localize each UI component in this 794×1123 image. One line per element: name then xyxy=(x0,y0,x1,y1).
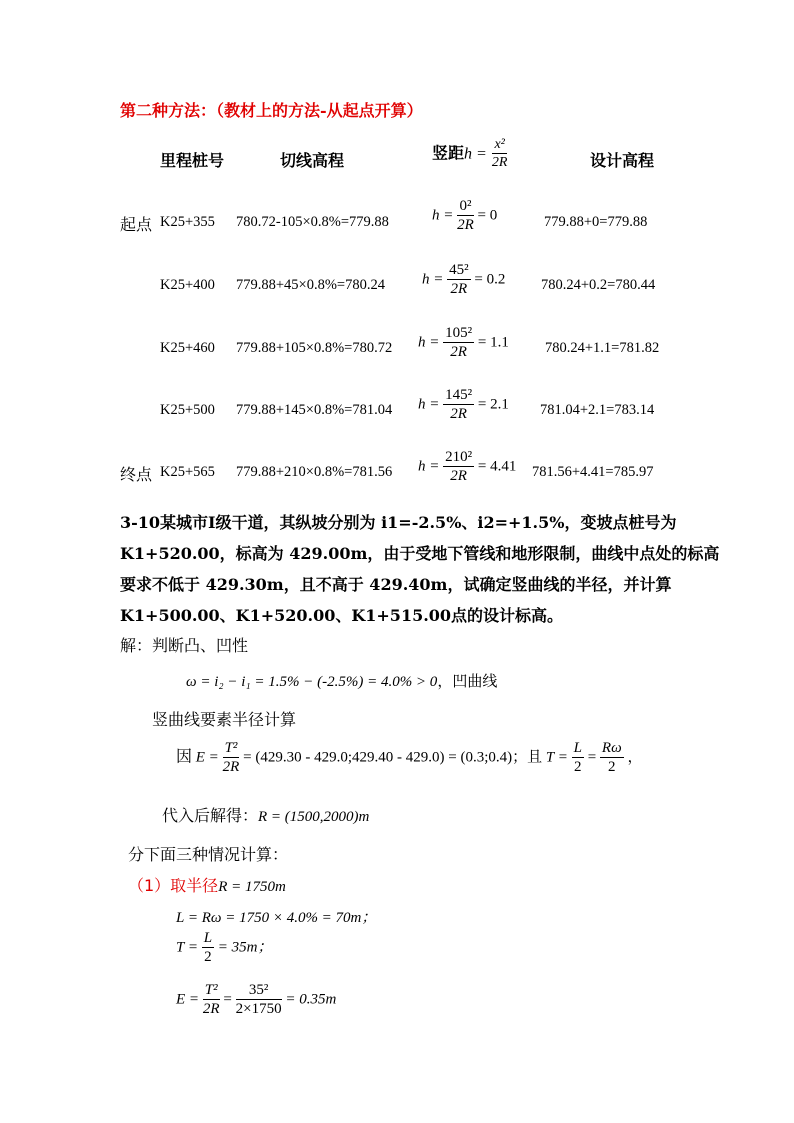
problem-line-2: K1+520.00，标高为 429.00m，由于受地下管线和地形限制，曲线中点处的标高 xyxy=(120,544,720,563)
row-station: K25+355 xyxy=(160,214,215,230)
row-vertical: h = $\frac{\text{105²}}{2R}$ = 1.1 xyxy=(418,325,509,360)
radius-heading: 竖曲线要素半径计算 xyxy=(152,710,297,729)
row-vertical: h = $\frac{\text{0²}}{2R}$ = 0 xyxy=(432,198,498,233)
row-label-start: 起点 xyxy=(120,215,153,234)
cases-heading: 分下面三种情况计算： xyxy=(128,845,289,864)
row-station: K25+565 xyxy=(160,464,215,480)
e2-equation: E = $\frac{\text{T²}}{2R}$ = $\frac{\text{35²}}{2\times 1750}$ = 0.35m xyxy=(176,982,337,1017)
row-tangent: 779.88+210×0.8%=781.56 xyxy=(236,464,393,480)
row-tangent: 779.88+145×0.8%=781.04 xyxy=(236,402,393,418)
row-tangent: 779.88+45×0.8%=780.24 xyxy=(236,277,385,293)
row-tangent: 779.88+105×0.8%=780.72 xyxy=(236,340,393,356)
row-tangent: 780.72-105×0.8%=779.88 xyxy=(236,214,389,230)
solution-intro: 解：判断凸、凹性 xyxy=(120,636,249,655)
row-station: K25+400 xyxy=(160,277,215,293)
section-title: 第二种方法：（教材上的方法-从起点开算） xyxy=(120,101,423,120)
header-tangent-elevation: 切线高程 xyxy=(280,151,345,170)
radius-range: 代入后解得：R = (1500,2000)m xyxy=(162,806,370,825)
problem-line-3: 要求不低于 429.30m，且不高于 429.40m，试确定竖曲线的半径，并计算 xyxy=(120,575,672,594)
e-equation: 因 E = $\frac{\text{T²}}{2R}$ = (429.30 - 429.0;429.40 - 429.0) = (0.3;0.4)；且 T = $\frac{L}{2}$ = $\frac{R\omega}{2}$ ， xyxy=(176,740,643,775)
row-design: 780.24+0.2=780.44 xyxy=(541,277,656,293)
omega-equation: ω = i₂ − i₁ = 1.5% − (-2.5%) = 4.0% > 0，凹曲线 xyxy=(186,672,498,690)
row-station: K25+500 xyxy=(160,402,215,418)
t-equation: T = $\frac{L}{2}$ = 35m； xyxy=(176,930,273,965)
row-station: K25+460 xyxy=(160,340,215,356)
row-vertical: h = $\frac{\text{45²}}{2R}$ = 0.2 xyxy=(422,262,506,297)
row-design: 780.24+1.1=781.82 xyxy=(545,340,660,356)
row-design: 779.88+0=779.88 xyxy=(544,214,648,230)
row-label-end: 终点 xyxy=(120,465,153,484)
case-1-heading: （1）取半径R = 1750m xyxy=(128,876,286,895)
header-mileage: 里程桩号 xyxy=(160,151,225,170)
header-vertical-fraction: $\frac{\text{x²}}{2R}$ xyxy=(491,137,508,170)
row-design: 781.04+2.1=783.14 xyxy=(540,402,655,418)
header-vertical-distance: 竖距h = $\frac{\text{x²}}{2R}$ xyxy=(432,137,508,170)
row-design: 781.56+4.41=785.97 xyxy=(532,464,654,480)
problem-line-4: K1+500.00、K1+520.00、K1+515.00点的设计标高。 xyxy=(120,606,564,625)
header-design-elevation: 设计高程 xyxy=(590,151,655,170)
problem-line-1: 3-10某城市Ⅰ级干道，其纵坡分别为 i1=-2.5%、i2=+1.5%，变坡点桩号为 xyxy=(120,513,677,532)
row-vertical: h = $\frac{\text{145²}}{2R}$ = 2.1 xyxy=(418,387,509,422)
row-vertical: h = $\frac{\text{210²}}{2R}$ = 4.41 xyxy=(418,449,517,484)
l-equation: L = Rω = 1750 × 4.0% = 70m； xyxy=(176,910,377,926)
